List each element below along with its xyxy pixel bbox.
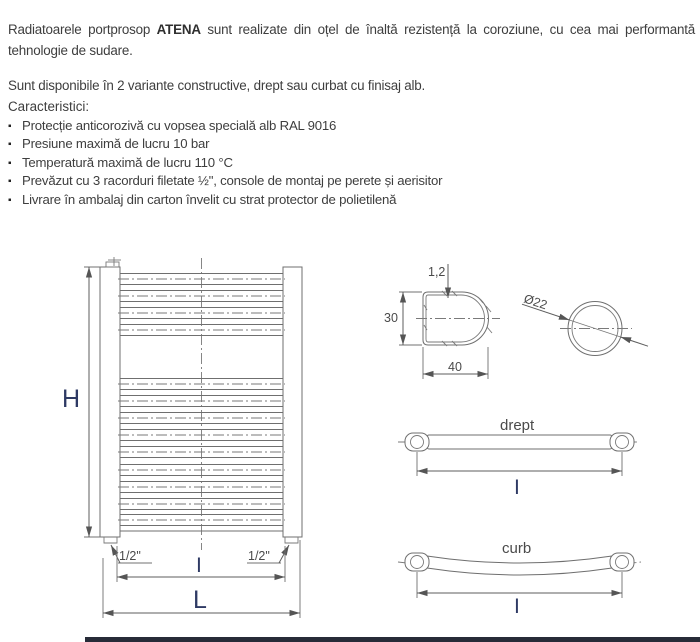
profile-height-label: 30 [384,311,398,325]
radiator-front-view [62,257,302,618]
bullet-icon: ▪ [8,157,12,169]
inner-width-dimension-label: I [196,554,202,577]
curved-bar-variant [398,540,641,618]
air-vent-icon [106,257,121,267]
intro-text-pre: Radiatoarele portprosop [8,22,157,38]
right-collector [283,267,302,537]
straight-bar-variant [398,417,640,499]
curved-width-dimension-label: I [514,595,520,618]
characteristic-text: Livrare în ambalaj din carton învelit cu strat protector de polietilenă [22,191,397,207]
overall-width-dimension-label: L [193,586,207,614]
characteristic-text: Presiune maximă de lucru 10 bar [22,136,210,152]
list-item [8,117,442,135]
straight-bar [427,435,612,449]
product-name: ATENA [156,22,201,38]
characteristic-text: Prevăzut cu 3 racorduri filetate ½", console de montaj pe perete și aerisitor [22,173,443,189]
profile-width-label: 40 [448,360,462,374]
characteristic-text: Temperatură maximă de lucru 110 °C [22,154,233,170]
straight-variant-label: drept [500,417,535,434]
characteristics-title: Caracteristici: [8,99,90,114]
cropped-table-header-strip [85,637,700,642]
list-item [8,135,442,153]
tube-diameter-label: Ø22 [522,291,549,313]
technical-drawing [0,250,700,642]
characteristics-list [8,117,442,209]
bullet-icon: ▪ [8,139,12,151]
right-connection-label: 1/2" [248,549,270,563]
towel-bars [118,274,285,532]
list-item [8,172,442,190]
intro-paragraph [8,19,695,61]
curved-variant-label: curb [502,540,532,557]
variants-paragraph: Sunt disponibile în 2 variante constructive, drept sau curbat cu finisaj alb. [8,78,426,94]
bullet-icon: ▪ [8,121,12,132]
round-tube-section [522,292,648,356]
tube-profile-section [384,264,500,379]
list-item [8,191,442,209]
intro-text-post: sunt realizate din oțel de înaltă rezistență la coroziune, cu cea mai performantă tehnologie de sudare. [8,22,695,59]
list-item [8,154,442,172]
bullet-icon: ▪ [8,194,12,206]
curved-bar [427,556,612,575]
left-bottom-fitting [104,537,117,543]
straight-width-dimension-label: I [514,476,520,499]
bullet-icon: ▪ [8,176,12,188]
left-connection-label: 1/2" [119,549,141,563]
wall-thickness-label: 1,2 [428,265,446,279]
right-bottom-fitting [285,537,298,543]
characteristic-text: Protecție anticorozivă cu vopsea specială alb RAL 9016 [22,118,337,133]
height-dimension-label: H [62,385,81,413]
right-connection-callout [247,545,289,563]
left-collector [100,267,120,537]
